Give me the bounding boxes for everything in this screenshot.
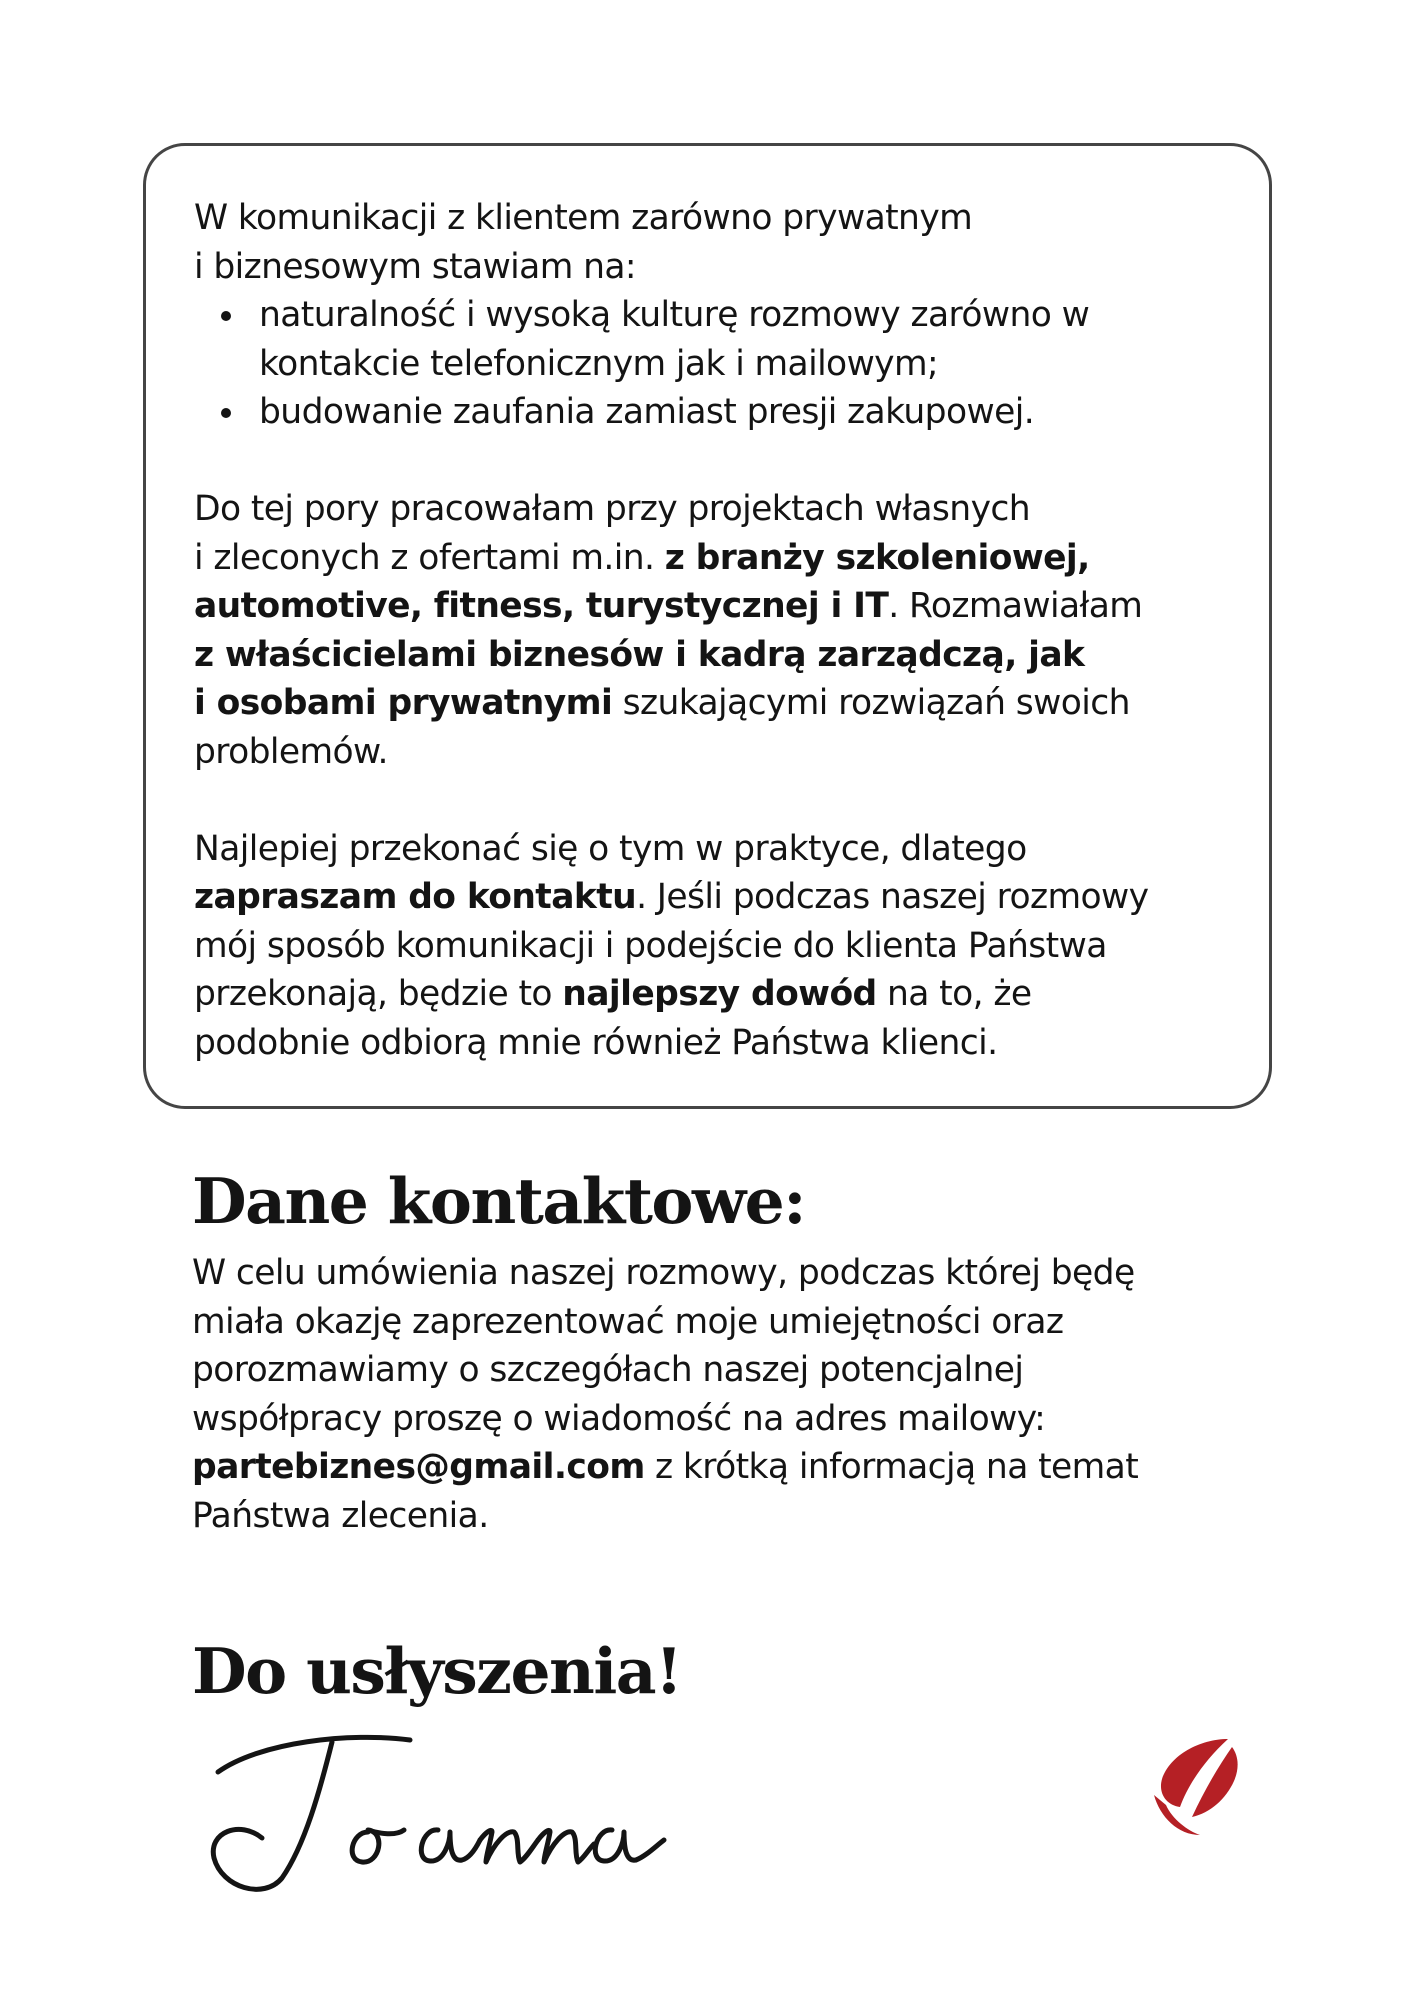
text-line: mój sposób komunikacji i podejście do klienta Państwa [194,925,1107,966]
text-line: . Jeśli podczas naszej rozmowy [636,877,1149,917]
text-line: Najlepiej przekonać się o tym w praktyce, dlatego [194,828,1027,869]
text-line: przekonają, będzie to [194,974,563,1014]
spacer [194,437,1229,486]
bold-text: i osobami prywatnymi [194,683,613,723]
intro-line-2: i biznesowym stawiam na: [194,246,636,287]
list-item [194,388,1229,437]
list-item-line: naturalność i wysoką kulturę rozmowy zarówno w [259,295,1090,335]
list-item-line: kontakcie telefonicznym jak i mailowym; [259,343,939,384]
list-item-line: budowanie zaufania zamiast presji zakupowej. [259,392,1035,432]
contact-paragraph [192,1249,1242,1540]
closing-heading: Do usłyszenia! [192,1634,682,1708]
list-item [194,291,1229,388]
text-line: współpracy proszę o wiadomość na adres mailowy: [192,1398,1046,1439]
spacer [194,776,1229,825]
text-line: . Rozmawiałam [888,586,1143,626]
bold-text: automotive, fitness, turystycznej i IT [194,586,889,626]
text-line: podobnie odbiorą mnie również Państwa klienci. [194,1022,998,1063]
invitation-paragraph [194,825,1229,1068]
text-line: na to, że [876,974,1032,1014]
intro-line-1: W komunikacji z klientem zarówno prywatnym [194,198,973,238]
brand-logo [1148,1735,1248,1840]
bold-text: zapraszam do kontaktu [194,877,637,917]
bold-text: najlepszy dowód [562,974,877,1014]
text-line: Państwa zlecenia. [192,1495,489,1536]
text-line: i zleconych z ofertami m.in. [194,537,665,578]
email-address[interactable]: partebiznes@gmail.com [192,1447,645,1487]
contact-heading: Dane kontaktowe: [192,1164,806,1238]
text-line: z krótką informacją na temat [644,1447,1139,1487]
bold-text: z właścicielami biznesów i kadrą zarządczą, jak [194,634,1085,675]
text-line: miała okazję zaprezentować moje umiejętności oraz [192,1301,1064,1342]
signature-image [200,1720,670,1900]
info-box [143,143,1272,1109]
text-line: Do tej pory pracowałam przy projektach własnych [194,489,1031,529]
text-line: szukającymi rozwiązań swoich [612,683,1130,723]
text-line: porozmawiamy o szczegółach naszej potencjalnej [192,1350,1024,1390]
bold-text: z branży szkoleniowej, [664,537,1090,578]
text-line: W celu umówienia naszej rozmowy, podczas której będę [192,1253,1135,1293]
values-list [194,291,1229,437]
text-line: problemów. [194,731,388,772]
experience-paragraph [194,485,1229,776]
intro-paragraph [194,194,1229,291]
